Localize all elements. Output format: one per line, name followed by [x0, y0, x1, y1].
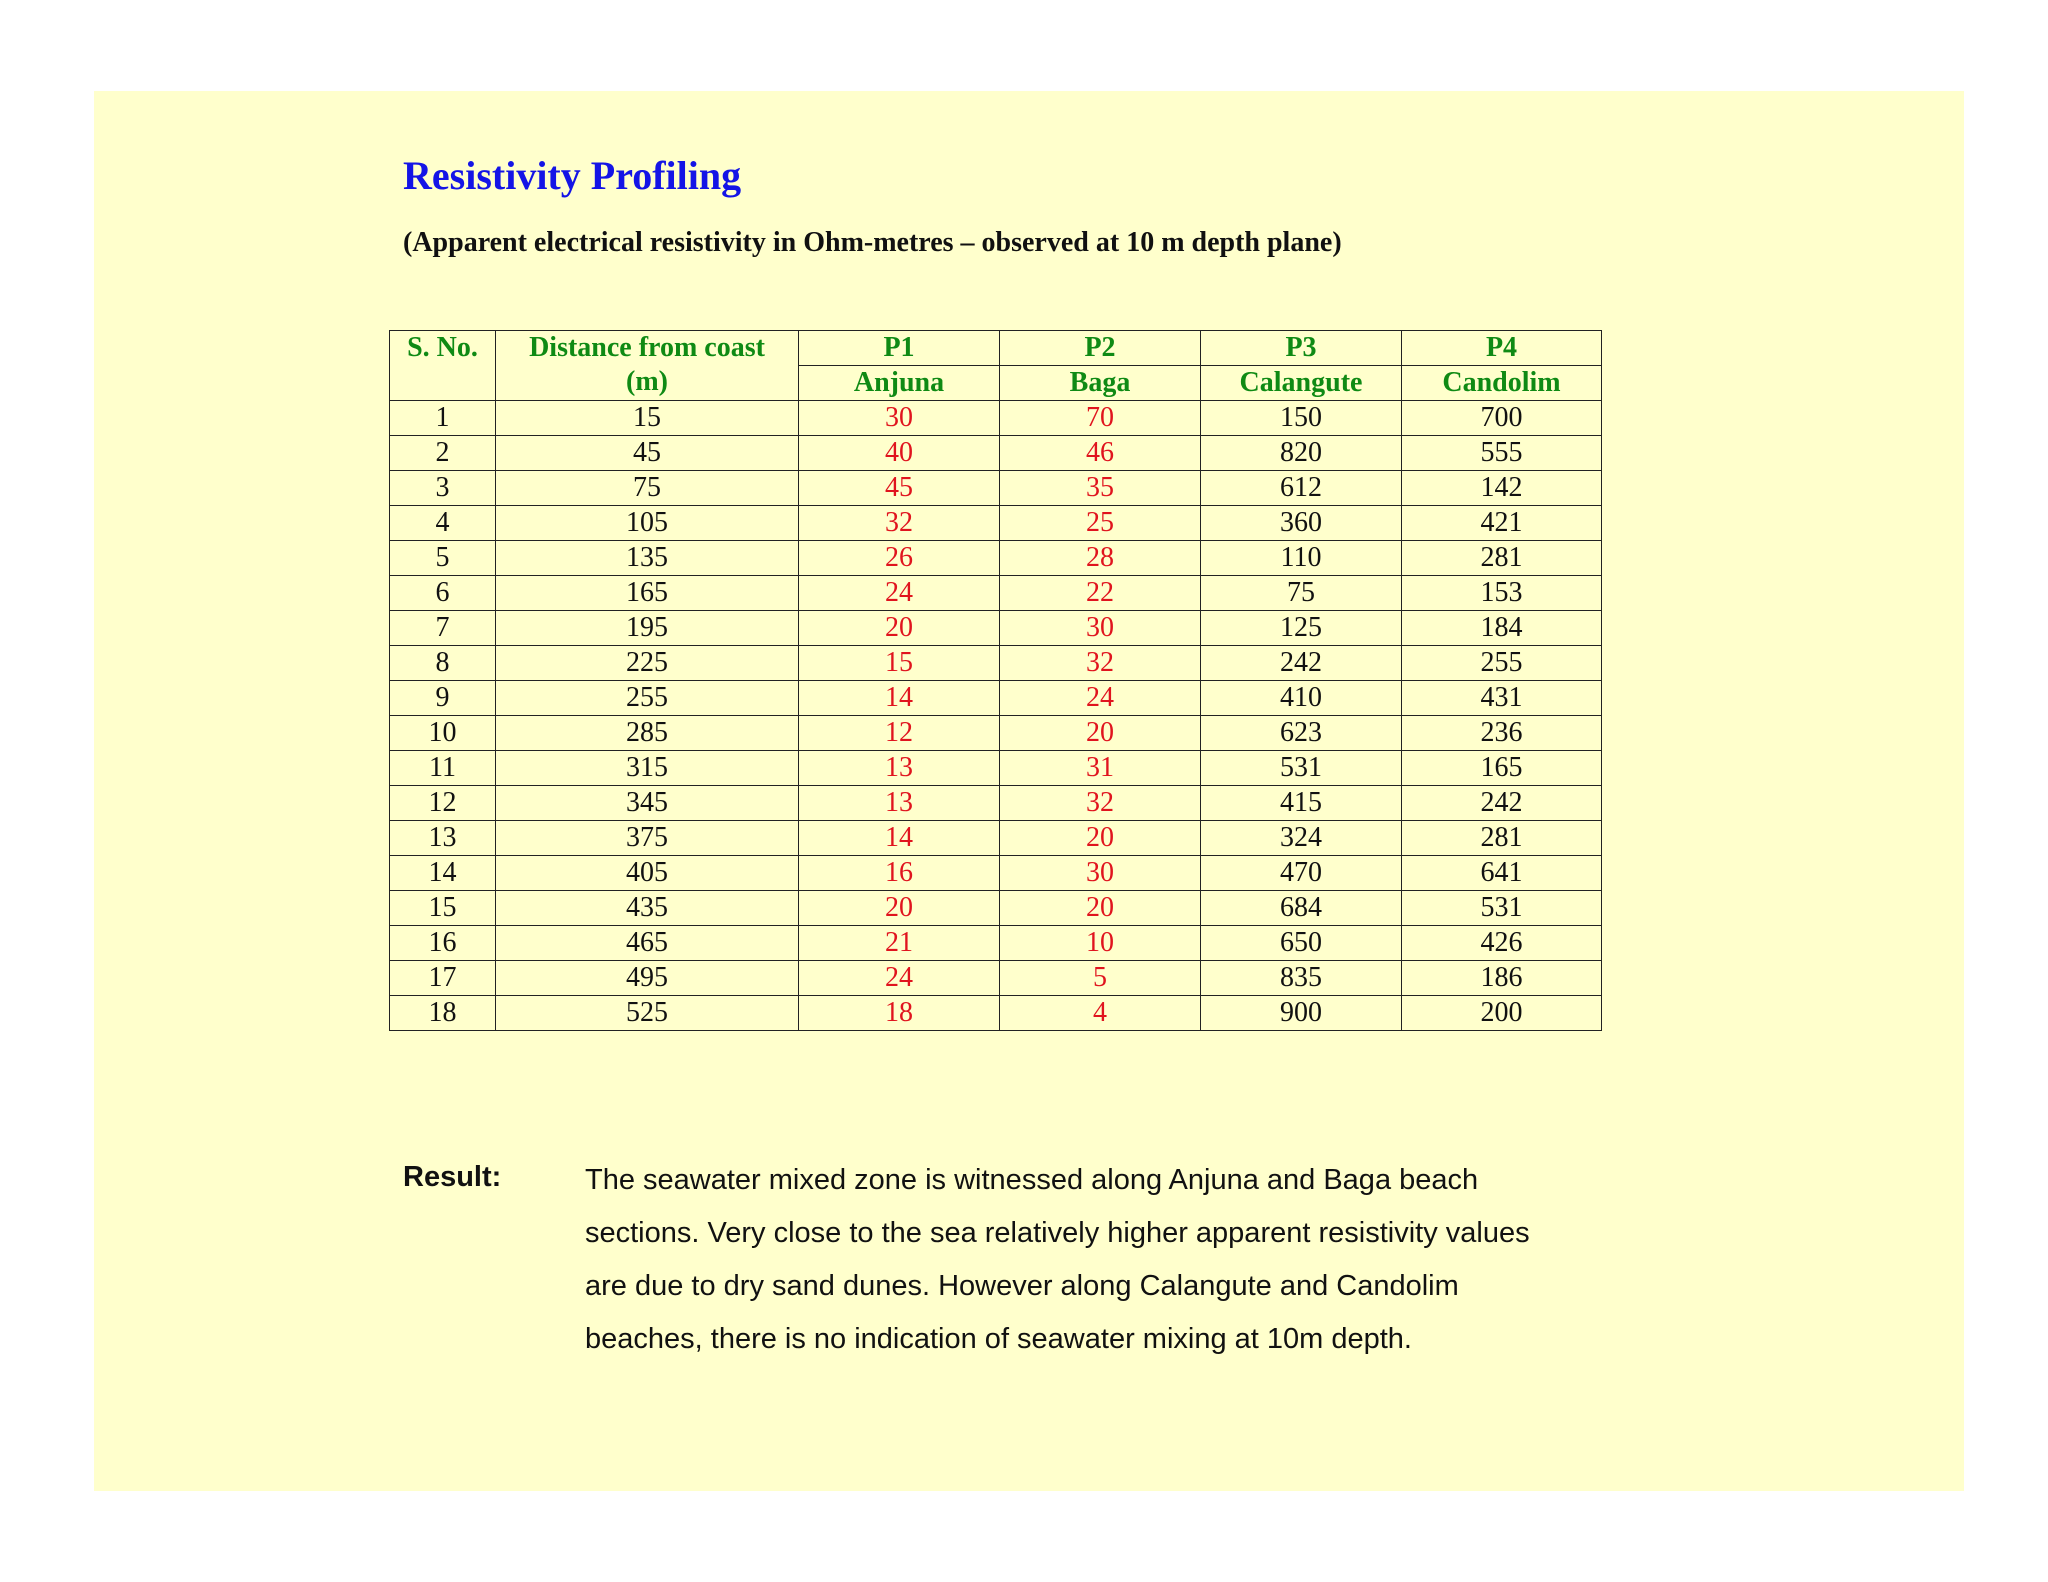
cell-sno: 6: [390, 576, 496, 611]
cell-p1: 20: [799, 611, 1000, 646]
cell-distance: 345: [496, 786, 799, 821]
cell-p4: 200: [1402, 996, 1602, 1031]
cell-p2: 35: [1000, 471, 1201, 506]
header-p3-name: Calangute: [1201, 366, 1402, 401]
table-row: [390, 996, 1602, 1031]
cell-sno: 4: [390, 506, 496, 541]
cell-p3: 900: [1201, 996, 1402, 1031]
cell-p2: 70: [1000, 401, 1201, 436]
cell-p4: 186: [1402, 961, 1602, 996]
cell-p1: 26: [799, 541, 1000, 576]
cell-p4: 165: [1402, 751, 1602, 786]
result-line: The seawater mixed zone is witnessed along Anjuna and Baga beach: [585, 1164, 1479, 1196]
table-row: [390, 401, 1602, 436]
cell-p1: 14: [799, 681, 1000, 716]
cell-sno: 18: [390, 996, 496, 1031]
cell-p3: 360: [1201, 506, 1402, 541]
cell-p1: 15: [799, 646, 1000, 681]
result-label: Result:: [403, 1161, 502, 1193]
cell-sno: 15: [390, 891, 496, 926]
cell-sno: 17: [390, 961, 496, 996]
header-p2-name: Baga: [1000, 366, 1201, 401]
cell-distance: 525: [496, 996, 799, 1031]
header-p2-id: P2: [1000, 331, 1201, 366]
cell-sno: 3: [390, 471, 496, 506]
cell-p1: 12: [799, 716, 1000, 751]
table-row: [390, 821, 1602, 856]
cell-p2: 30: [1000, 856, 1201, 891]
cell-p4: 142: [1402, 471, 1602, 506]
header-p1-id: P1: [799, 331, 1000, 366]
table-row: [390, 891, 1602, 926]
cell-p1: 40: [799, 436, 1000, 471]
cell-distance: 435: [496, 891, 799, 926]
table-row: [390, 646, 1602, 681]
cell-p1: 24: [799, 961, 1000, 996]
cell-p3: 623: [1201, 716, 1402, 751]
table-row: [390, 681, 1602, 716]
cell-distance: 75: [496, 471, 799, 506]
cell-p4: 281: [1402, 821, 1602, 856]
cell-p4: 236: [1402, 716, 1602, 751]
result-line: beaches, there is no indication of seawater mixing at 10m depth.: [585, 1323, 1412, 1355]
result-line: are due to dry sand dunes. However along Calangute and Candolim: [585, 1270, 1459, 1302]
cell-p1: 30: [799, 401, 1000, 436]
cell-p2: 28: [1000, 541, 1201, 576]
cell-p2: 5: [1000, 961, 1201, 996]
cell-p4: 255: [1402, 646, 1602, 681]
cell-p3: 110: [1201, 541, 1402, 576]
cell-sno: 12: [390, 786, 496, 821]
cell-p3: 242: [1201, 646, 1402, 681]
cell-p2: 25: [1000, 506, 1201, 541]
cell-p4: 184: [1402, 611, 1602, 646]
cell-distance: 195: [496, 611, 799, 646]
cell-sno: 7: [390, 611, 496, 646]
cell-distance: 45: [496, 436, 799, 471]
cell-p4: 531: [1402, 891, 1602, 926]
cell-p2: 31: [1000, 751, 1201, 786]
cell-p4: 242: [1402, 786, 1602, 821]
cell-p3: 125: [1201, 611, 1402, 646]
cell-p3: 835: [1201, 961, 1402, 996]
cell-p4: 431: [1402, 681, 1602, 716]
cell-p1: 13: [799, 751, 1000, 786]
cell-p2: 32: [1000, 786, 1201, 821]
cell-p3: 612: [1201, 471, 1402, 506]
cell-distance: 375: [496, 821, 799, 856]
result-text: [585, 1154, 1605, 1366]
cell-p2: 10: [1000, 926, 1201, 961]
cell-p3: 75: [1201, 576, 1402, 611]
header-distance-line1: Distance from coast: [529, 332, 765, 363]
header-p3-id: P3: [1201, 331, 1402, 366]
cell-p1: 14: [799, 821, 1000, 856]
cell-p4: 281: [1402, 541, 1602, 576]
cell-p3: 650: [1201, 926, 1402, 961]
cell-p3: 820: [1201, 436, 1402, 471]
cell-distance: 225: [496, 646, 799, 681]
header-sno: S. No.: [390, 331, 496, 401]
cell-p2: 4: [1000, 996, 1201, 1031]
cell-sno: 2: [390, 436, 496, 471]
table-row: [390, 961, 1602, 996]
cell-sno: 8: [390, 646, 496, 681]
cell-p2: 46: [1000, 436, 1201, 471]
cell-distance: 135: [496, 541, 799, 576]
table-row: [390, 576, 1602, 611]
cell-distance: 165: [496, 576, 799, 611]
cell-p3: 150: [1201, 401, 1402, 436]
cell-p1: 24: [799, 576, 1000, 611]
cell-sno: 14: [390, 856, 496, 891]
cell-sno: 13: [390, 821, 496, 856]
cell-distance: 465: [496, 926, 799, 961]
table-row: [390, 541, 1602, 576]
table-body: [390, 401, 1602, 1031]
cell-distance: 315: [496, 751, 799, 786]
resistivity-table: [389, 330, 1602, 1031]
cell-p3: 470: [1201, 856, 1402, 891]
cell-p1: 32: [799, 506, 1000, 541]
cell-p4: 641: [1402, 856, 1602, 891]
page-title: Resistivity Profiling: [403, 153, 742, 198]
table-row: [390, 611, 1602, 646]
cell-p3: 684: [1201, 891, 1402, 926]
cell-p1: 21: [799, 926, 1000, 961]
cell-sno: 1: [390, 401, 496, 436]
header-p1-name: Anjuna: [799, 366, 1000, 401]
cell-p2: 22: [1000, 576, 1201, 611]
table-row: [390, 716, 1602, 751]
slide-background-top: [120, 92, 1964, 122]
header-p4-name: Candolim: [1402, 366, 1602, 401]
cell-distance: 15: [496, 401, 799, 436]
table-row: [390, 926, 1602, 961]
cell-distance: 105: [496, 506, 799, 541]
cell-sno: 10: [390, 716, 496, 751]
cell-p3: 324: [1201, 821, 1402, 856]
cell-p2: 20: [1000, 821, 1201, 856]
cell-p4: 700: [1402, 401, 1602, 436]
table-row: [390, 436, 1602, 471]
cell-p1: 20: [799, 891, 1000, 926]
header-distance: [496, 331, 799, 401]
cell-p3: 531: [1201, 751, 1402, 786]
table-row: [390, 751, 1602, 786]
cell-p3: 410: [1201, 681, 1402, 716]
result-line: sections. Very close to the sea relatively higher apparent resistivity values: [585, 1217, 1530, 1249]
cell-p3: 415: [1201, 786, 1402, 821]
cell-distance: 405: [496, 856, 799, 891]
table-row: [390, 786, 1602, 821]
cell-sno: 16: [390, 926, 496, 961]
cell-p2: 30: [1000, 611, 1201, 646]
cell-p2: 20: [1000, 891, 1201, 926]
cell-p1: 18: [799, 996, 1000, 1031]
page-subtitle: (Apparent electrical resistivity in Ohm-metres – observed at 10 m depth plane): [403, 227, 1342, 258]
cell-p1: 45: [799, 471, 1000, 506]
cell-p4: 426: [1402, 926, 1602, 961]
cell-p1: 13: [799, 786, 1000, 821]
cell-sno: 11: [390, 751, 496, 786]
cell-p4: 421: [1402, 506, 1602, 541]
cell-distance: 495: [496, 961, 799, 996]
cell-p4: 153: [1402, 576, 1602, 611]
cell-p4: 555: [1402, 436, 1602, 471]
cell-distance: 285: [496, 716, 799, 751]
cell-sno: 5: [390, 541, 496, 576]
cell-p2: 32: [1000, 646, 1201, 681]
table-row: [390, 506, 1602, 541]
cell-sno: 9: [390, 681, 496, 716]
table-row: [390, 856, 1602, 891]
header-distance-line2: (m): [626, 366, 668, 397]
cell-p2: 20: [1000, 716, 1201, 751]
cell-p1: 16: [799, 856, 1000, 891]
cell-distance: 255: [496, 681, 799, 716]
header-p4-id: P4: [1402, 331, 1602, 366]
table-header-row: [390, 331, 1602, 366]
cell-p2: 24: [1000, 681, 1201, 716]
table-row: [390, 471, 1602, 506]
